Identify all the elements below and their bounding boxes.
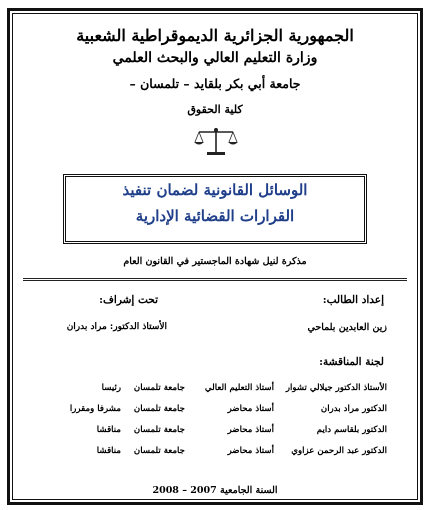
member-rank: أستاذ محاضر <box>227 446 274 456</box>
member-name: الأستاذ الدكتور جيلالي تشوار <box>285 383 387 393</box>
thesis-title-line-1: الوسائل القانونية لضمان تنفيذ <box>122 181 308 199</box>
supervisor-name: الأستاذ الدكتور: مراد بدران <box>66 322 167 332</box>
faculty-heading: كلية الحقوق <box>187 103 243 116</box>
academic-year: السنة الجامعية 2007 – 2008 <box>152 485 278 496</box>
member-university: جامعة تلمسان <box>133 425 185 435</box>
member-name: الدكتور مراد بدران <box>320 404 387 414</box>
ministry-heading: وزارة التعليم العالي والبحث العلمي <box>112 50 318 66</box>
member-university: جامعة تلمسان <box>133 383 185 393</box>
degree-subtitle: مذكرة لنيل شهادة الماجستير في القانون العام <box>123 256 307 267</box>
member-rank: أستاذ محاضر <box>227 425 274 435</box>
prepared-by-label: إعداد الطالب: <box>322 294 384 306</box>
member-name: الدكتور عبد الرحمن عزاوي <box>291 446 387 456</box>
member-name: الدكتور بلقاسم دايم <box>316 425 387 435</box>
committee-label: لجنة المناقشة: <box>319 356 384 368</box>
student-name: زين العابدين بلماحي <box>307 322 387 333</box>
thesis-title-box <box>63 174 367 244</box>
member-university: جامعة تلمسان <box>133 446 185 456</box>
university-heading: جامعة أبي بكر بلقايد – تلمسان – <box>129 76 301 91</box>
divider-line-thin <box>23 280 407 281</box>
supervision-label: تحت إشراف: <box>99 294 158 306</box>
member-rank: أستاذ التعليم العالي <box>204 383 274 393</box>
member-rank: أستاذ محاضر <box>227 404 274 414</box>
divider-line <box>23 278 407 279</box>
balance-scale-icon <box>193 127 239 157</box>
member-role: مناقشا <box>96 446 121 456</box>
republic-heading: الجمهورية الجزائرية الديموقراطية الشعبية <box>76 26 354 45</box>
member-role: مشرفا ومقررا <box>69 404 121 414</box>
thesis-title-line-2: القرارات القضائية الإدارية <box>135 207 295 225</box>
member-role: مناقشا <box>96 425 121 435</box>
member-role: رئيسا <box>101 383 121 393</box>
member-university: جامعة تلمسان <box>133 404 185 414</box>
